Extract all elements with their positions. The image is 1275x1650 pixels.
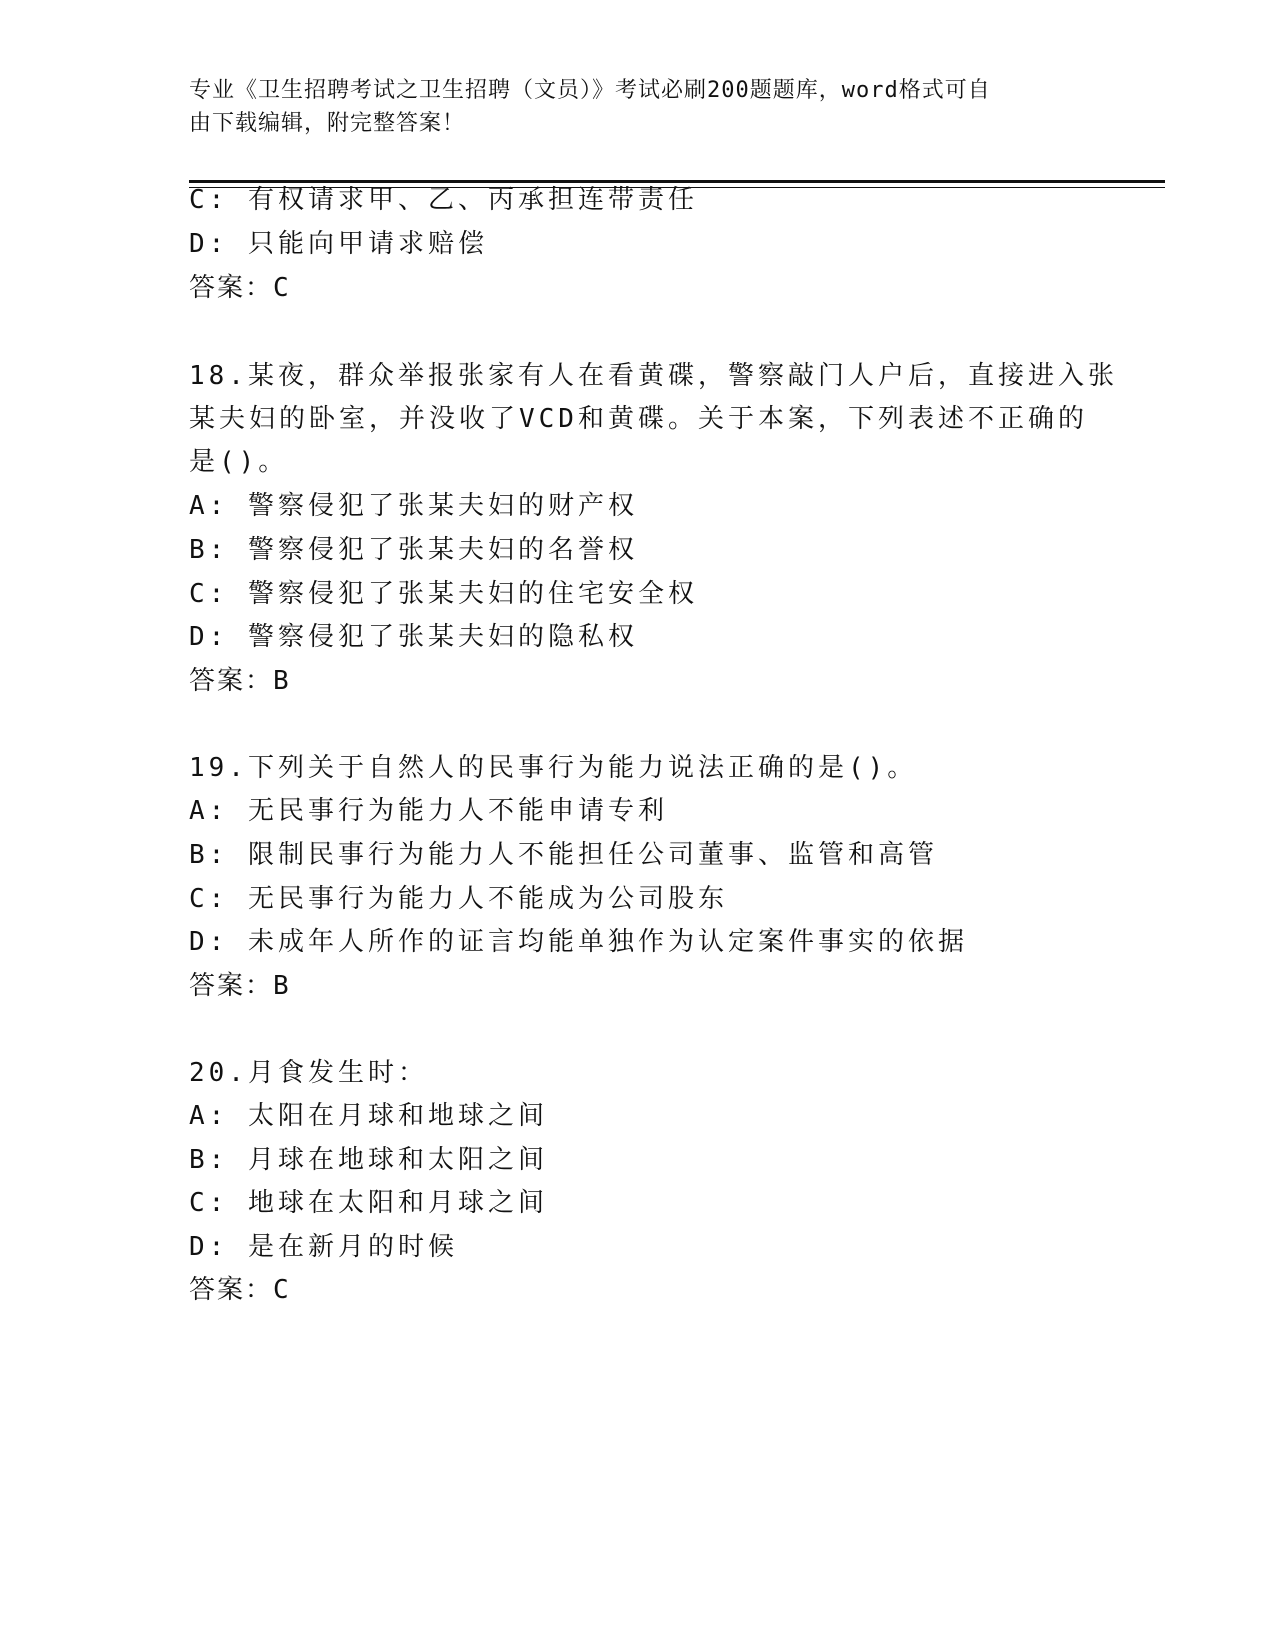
q19-option-a: A: 无民事行为能力人不能申请专利 xyxy=(189,796,668,826)
q17-option-d: D: 只能向甲请求赔偿 xyxy=(189,229,488,259)
q20-stem: 20.月食发生时： xyxy=(189,1058,428,1088)
q18-stem-line-1: 18.某夜，群众举报张家有人在看黄碟，警察敲门人户后，直接进入张 xyxy=(189,361,1118,391)
q18-option-b: B: 警察侵犯了张某夫妇的名誉权 xyxy=(189,535,638,565)
document-header xyxy=(189,74,1069,140)
q19-option-b: B: 限制民事行为能力人不能担任公司董事、监管和高管 xyxy=(189,840,938,870)
header-line-1: 专业《卫生招聘考试之卫生招聘（文员）》考试必刷200题题库，word格式可自 xyxy=(189,78,991,103)
q19-stem: 19.下列关于自然人的民事行为能力说法正确的是()。 xyxy=(189,753,918,783)
q20-answer: 答案：C xyxy=(189,1275,291,1305)
q17-option-c: C: 有权请求甲、乙、丙承担连带责任 xyxy=(189,185,698,215)
q18-answer: 答案：B xyxy=(189,666,291,696)
q20-option-b: B: 月球在地球和太阳之间 xyxy=(189,1145,548,1175)
q17-answer: 答案：C xyxy=(189,273,291,303)
q19-answer: 答案：B xyxy=(189,971,291,1001)
q18-option-c: C: 警察侵犯了张某夫妇的住宅安全权 xyxy=(189,579,698,609)
q19-option-d: D: 未成年人所作的证言均能单独作为认定案件事实的依据 xyxy=(189,927,968,957)
q20-option-d: D: 是在新月的时候 xyxy=(189,1232,458,1262)
header-line-2: 由下载编辑，附完整答案！ xyxy=(189,111,466,136)
q19-option-c: C: 无民事行为能力人不能成为公司股东 xyxy=(189,884,728,914)
q18-option-d: D: 警察侵犯了张某夫妇的隐私权 xyxy=(189,622,638,652)
q18-stem-line-3: 是()。 xyxy=(189,447,289,477)
q18-stem-line-2: 某夫妇的卧室，并没收了VCD和黄碟。关于本案，下列表述不正确的 xyxy=(189,404,1088,434)
q20-option-c: C: 地球在太阳和月球之间 xyxy=(189,1188,548,1218)
q20-option-a: A: 太阳在月球和地球之间 xyxy=(189,1101,548,1131)
q18-option-a: A: 警察侵犯了张某夫妇的财产权 xyxy=(189,491,638,521)
